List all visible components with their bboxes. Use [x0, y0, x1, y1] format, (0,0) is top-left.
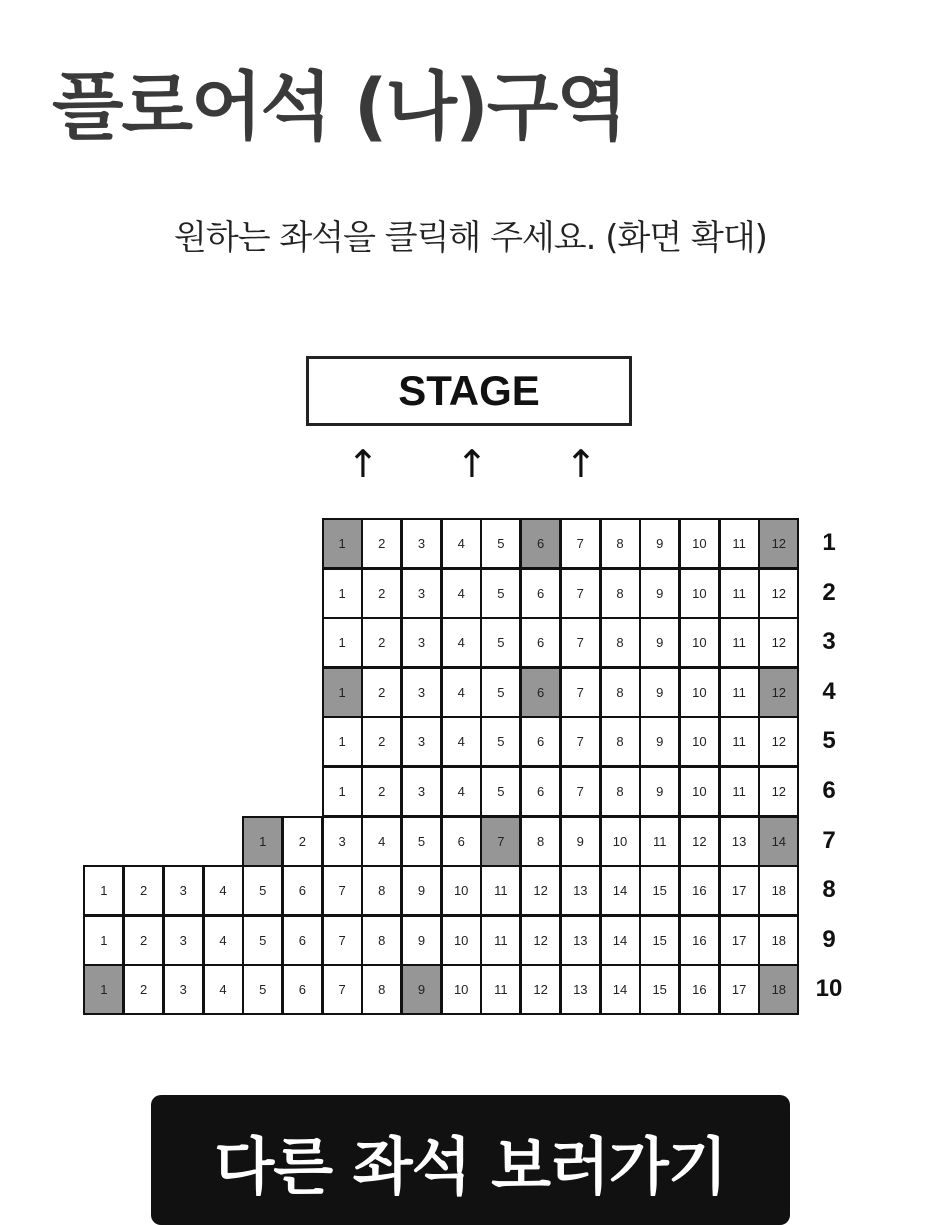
seat-row10-11[interactable]: 11 — [480, 964, 521, 1015]
seat-row3-12[interactable]: 12 — [758, 617, 799, 668]
seat-row9-8[interactable]: 8 — [361, 915, 402, 966]
seat-row9-18[interactable]: 18 — [758, 915, 799, 966]
seat-row5-11[interactable]: 11 — [719, 716, 760, 767]
seat-row2-8[interactable]: 8 — [600, 568, 641, 619]
row-label: 6 — [822, 777, 836, 804]
seat-row10-5[interactable]: 5 — [242, 964, 283, 1015]
seat-row10-16[interactable]: 16 — [679, 964, 720, 1015]
seat-row9-2[interactable]: 2 — [123, 915, 164, 966]
seat-row8-17[interactable]: 17 — [719, 865, 760, 916]
seat-row7-2[interactable]: 2 — [282, 816, 323, 867]
seat-row1-3[interactable]: 3 — [401, 518, 442, 569]
seat-row8-6[interactable]: 6 — [282, 865, 323, 916]
seat-row1-4[interactable]: 4 — [441, 518, 482, 569]
seat-row8-10[interactable]: 10 — [441, 865, 482, 916]
seat-row9-6[interactable]: 6 — [282, 915, 323, 966]
seat-row4-7[interactable]: 7 — [560, 667, 601, 718]
seat-row10-2[interactable]: 2 — [123, 964, 164, 1015]
seat-row6-9[interactable]: 9 — [639, 766, 680, 817]
seat-row8-2[interactable]: 2 — [123, 865, 164, 916]
seat-row8-1[interactable]: 1 — [83, 865, 124, 916]
seat-row4-1[interactable]: 1 — [322, 667, 363, 718]
seat-row8-5[interactable]: 5 — [242, 865, 283, 916]
seat-row1-6[interactable]: 6 — [520, 518, 561, 569]
seat-row2-7[interactable]: 7 — [560, 568, 601, 619]
seat-row4-6[interactable]: 6 — [520, 667, 561, 718]
seat-row5-1[interactable]: 1 — [322, 716, 363, 767]
seat-row8-3[interactable]: 3 — [163, 865, 204, 916]
seat-row9-3[interactable]: 3 — [163, 915, 204, 966]
row-label: 7 — [822, 826, 836, 854]
row-label: 3 — [822, 628, 836, 656]
seat-row6-6[interactable]: 6 — [520, 766, 561, 817]
seat-row8-13[interactable]: 13 — [560, 865, 601, 916]
seat-row6-2[interactable]: 2 — [361, 766, 402, 817]
seat-row2-4[interactable]: 4 — [441, 568, 482, 619]
seat-row5-6[interactable]: 6 — [520, 716, 561, 767]
seat-row9-15[interactable]: 15 — [639, 915, 680, 966]
seat-row5-12[interactable]: 12 — [758, 716, 799, 767]
seat-row2-5[interactable]: 5 — [480, 568, 521, 619]
seat-row4-3[interactable]: 3 — [401, 667, 442, 718]
seat-row8-9[interactable]: 9 — [401, 865, 442, 916]
seat-row10-12[interactable]: 12 — [520, 964, 561, 1015]
seat-row1-8[interactable]: 8 — [600, 518, 641, 569]
seat-row6-11[interactable]: 11 — [719, 766, 760, 817]
seat-row1-5[interactable]: 5 — [480, 518, 521, 569]
seat-row9-7[interactable]: 7 — [322, 915, 363, 966]
seat-row6-8[interactable]: 8 — [600, 766, 641, 817]
up-arrow-icon: ↑ — [347, 442, 379, 486]
seat-row3-1[interactable]: 1 — [322, 617, 363, 668]
row-label: 2 — [822, 578, 836, 606]
seat-row5-3[interactable]: 3 — [401, 716, 442, 767]
seat-row7-12[interactable]: 12 — [679, 816, 720, 867]
seat-row8-14[interactable]: 14 — [600, 865, 641, 916]
seat-row10-4[interactable]: 4 — [203, 964, 244, 1015]
seat-row1-9[interactable]: 9 — [639, 518, 680, 569]
seat-row5-8[interactable]: 8 — [600, 716, 641, 767]
seat-row3-10[interactable]: 10 — [679, 617, 720, 668]
seat-row7-4[interactable]: 4 — [361, 816, 402, 867]
seat-row5-9[interactable]: 9 — [639, 716, 680, 767]
stage-label: STAGE — [398, 367, 540, 414]
seat-row9-9[interactable]: 9 — [401, 915, 442, 966]
seat-row3-8[interactable]: 8 — [600, 617, 641, 668]
seat-row2-10[interactable]: 10 — [679, 568, 720, 619]
seat-row4-11[interactable]: 11 — [719, 667, 760, 718]
seat-row10-1[interactable]: 1 — [83, 964, 124, 1015]
row-label: 1 — [822, 529, 836, 556]
seat-row8-7[interactable]: 7 — [322, 865, 363, 916]
seat-row9-4[interactable]: 4 — [203, 915, 244, 966]
seat-row5-4[interactable]: 4 — [441, 716, 482, 767]
seat-row8-18[interactable]: 18 — [758, 865, 799, 916]
seat-row2-1[interactable]: 1 — [322, 568, 363, 619]
seat-row10-13[interactable]: 13 — [560, 964, 601, 1015]
seat-row7-13[interactable]: 13 — [719, 816, 760, 867]
seat-row3-9[interactable]: 9 — [639, 617, 680, 668]
seat-row1-7[interactable]: 7 — [560, 518, 601, 569]
seat-row10-7[interactable]: 7 — [322, 964, 363, 1015]
seat-row2-9[interactable]: 9 — [639, 568, 680, 619]
seat-row10-18[interactable]: 18 — [758, 964, 799, 1015]
seat-row7-6[interactable]: 6 — [441, 816, 482, 867]
seat-row6-10[interactable]: 10 — [679, 766, 720, 817]
page-title: 플로어석 (나)구역 — [52, 64, 626, 150]
row-label: 8 — [822, 876, 836, 904]
seat-row8-8[interactable]: 8 — [361, 865, 402, 916]
seat-row9-13[interactable]: 13 — [560, 915, 601, 966]
seat-row7-1[interactable]: 1 — [242, 816, 283, 867]
seat-row5-2[interactable]: 2 — [361, 716, 402, 767]
seat-row9-16[interactable]: 16 — [679, 915, 720, 966]
seat-row8-15[interactable]: 15 — [639, 865, 680, 916]
seat-row3-3[interactable]: 3 — [401, 617, 442, 668]
seat-row2-12[interactable]: 12 — [758, 568, 799, 619]
seat-row10-9[interactable]: 9 — [401, 964, 442, 1015]
seat-row6-7[interactable]: 7 — [560, 766, 601, 817]
stage-box — [306, 356, 632, 426]
seat-row6-4[interactable]: 4 — [441, 766, 482, 817]
seat-row8-16[interactable]: 16 — [679, 865, 720, 916]
seat-row1-11[interactable]: 11 — [719, 518, 760, 569]
seat-row2-3[interactable]: 3 — [401, 568, 442, 619]
seat-row1-1[interactable]: 1 — [322, 518, 363, 569]
seat-row7-7[interactable]: 7 — [480, 816, 521, 867]
seat-row7-5[interactable]: 5 — [401, 816, 442, 867]
seat-row3-6[interactable]: 6 — [520, 617, 561, 668]
seat-row3-11[interactable]: 11 — [719, 617, 760, 668]
seat-row9-1[interactable]: 1 — [83, 915, 124, 966]
seat-row4-4[interactable]: 4 — [441, 667, 482, 718]
seat-row9-10[interactable]: 10 — [441, 915, 482, 966]
seat-row10-6[interactable]: 6 — [282, 964, 323, 1015]
seat-row6-12[interactable]: 12 — [758, 766, 799, 817]
seat-row4-5[interactable]: 5 — [480, 667, 521, 718]
row-label: 5 — [822, 727, 836, 755]
seat-row5-7[interactable]: 7 — [560, 716, 601, 767]
seat-row4-2[interactable]: 2 — [361, 667, 402, 718]
seat-row9-12[interactable]: 12 — [520, 915, 561, 966]
seat-row2-2[interactable]: 2 — [361, 568, 402, 619]
seat-row7-10[interactable]: 10 — [600, 816, 641, 867]
other-seats-button[interactable] — [151, 1095, 790, 1225]
seat-row1-2[interactable]: 2 — [361, 518, 402, 569]
seat-row3-4[interactable]: 4 — [441, 617, 482, 668]
seat-row5-10[interactable]: 10 — [679, 716, 720, 767]
seat-row5-5[interactable]: 5 — [480, 716, 521, 767]
seat-row7-14[interactable]: 14 — [758, 816, 799, 867]
seat-row10-15[interactable]: 15 — [639, 964, 680, 1015]
seat-row1-10[interactable]: 10 — [679, 518, 720, 569]
seat-row4-8[interactable]: 8 — [600, 667, 641, 718]
seat-row3-5[interactable]: 5 — [480, 617, 521, 668]
seat-row9-11[interactable]: 11 — [480, 915, 521, 966]
seat-row9-14[interactable]: 14 — [600, 915, 641, 966]
seat-row9-5[interactable]: 5 — [242, 915, 283, 966]
seat-row3-2[interactable]: 2 — [361, 617, 402, 668]
seat-row10-8[interactable]: 8 — [361, 964, 402, 1015]
other-seats-button-label: 다른 좌석 보러가기 — [214, 1130, 727, 1203]
seat-row6-5[interactable]: 5 — [480, 766, 521, 817]
seat-row2-6[interactable]: 6 — [520, 568, 561, 619]
seat-row8-12[interactable]: 12 — [520, 865, 561, 916]
seat-row6-1[interactable]: 1 — [322, 766, 363, 817]
seat-row4-10[interactable]: 10 — [679, 667, 720, 718]
seat-row4-12[interactable]: 12 — [758, 667, 799, 718]
seat-row7-3[interactable]: 3 — [322, 816, 363, 867]
seat-row10-17[interactable]: 17 — [719, 964, 760, 1015]
seat-row2-11[interactable]: 11 — [719, 568, 760, 619]
instruction-text: 원하는 좌석을 클릭해 주세요. (화면 확대) — [174, 218, 767, 258]
seat-row1-12[interactable]: 12 — [758, 518, 799, 569]
row-label: 4 — [822, 677, 836, 705]
seat-row6-3[interactable]: 3 — [401, 766, 442, 817]
seat-row3-7[interactable]: 7 — [560, 617, 601, 668]
seat-row7-11[interactable]: 11 — [639, 816, 680, 867]
seat-row7-9[interactable]: 9 — [560, 816, 601, 867]
seat-row8-4[interactable]: 4 — [203, 865, 244, 916]
seat-row10-3[interactable]: 3 — [163, 964, 204, 1015]
seat-row10-10[interactable]: 10 — [441, 964, 482, 1015]
seat-row8-11[interactable]: 11 — [480, 865, 521, 916]
seat-row7-8[interactable]: 8 — [520, 816, 561, 867]
seat-row9-17[interactable]: 17 — [719, 915, 760, 966]
row-label: 9 — [822, 925, 836, 953]
row-label: 10 — [815, 975, 843, 1003]
up-arrow-icon: ↑ — [565, 442, 597, 486]
seat-row10-14[interactable]: 14 — [600, 964, 641, 1015]
seat-row4-9[interactable]: 9 — [639, 667, 680, 718]
up-arrow-icon: ↑ — [456, 442, 488, 486]
